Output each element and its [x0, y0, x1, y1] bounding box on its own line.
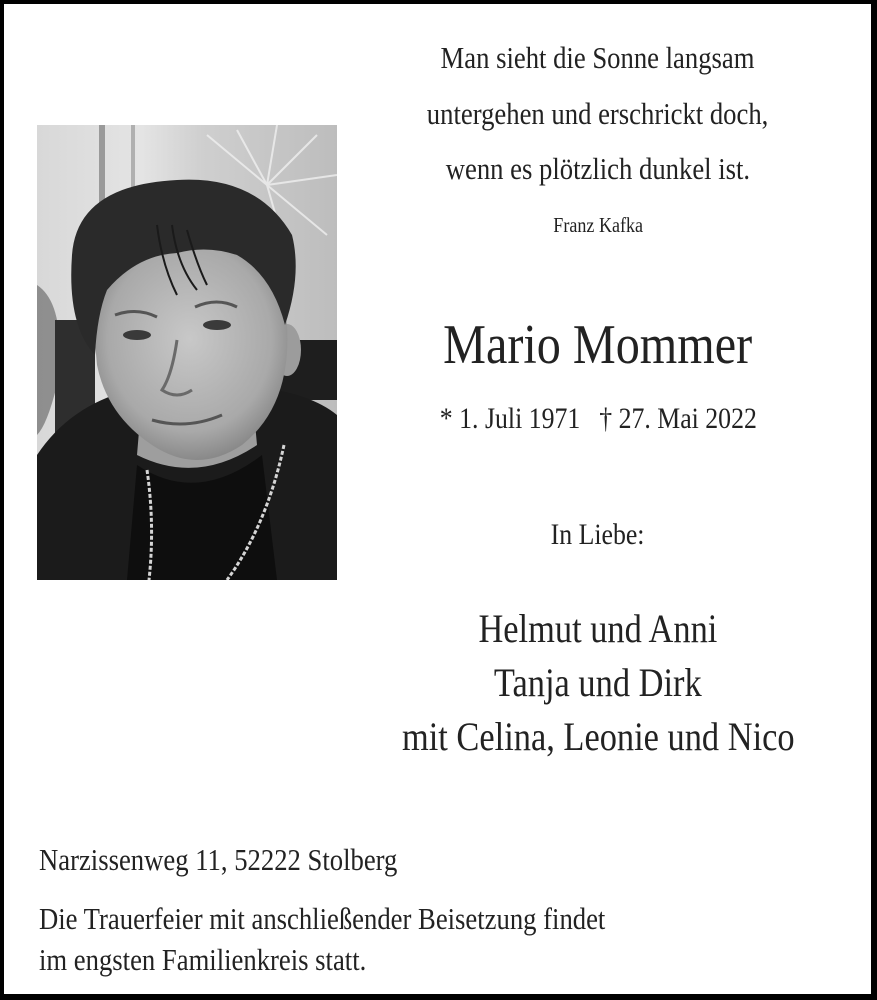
birth-star-icon: *: [439, 402, 453, 435]
birth-date: 1. Juli 1971: [458, 402, 580, 435]
mourner-line: Helmut und Anni: [478, 606, 718, 651]
mourner-line: Tanja und Dirk: [494, 660, 702, 705]
ceremony-note-line: Die Trauerfeier mit anschließender Beisetzung findet: [39, 901, 606, 936]
mourner-line: mit Celina, Leonie und Nico: [401, 714, 795, 759]
quote-line: wenn es plötzlich dunkel ist.: [445, 151, 751, 186]
portrait-photo: [37, 125, 337, 580]
address: Narzissenweg 11, 52222 Stolberg: [39, 842, 398, 877]
quote-line: Man sieht die Sonne langsam: [441, 40, 755, 75]
death-date: 27. Mai 2022: [618, 402, 757, 435]
ceremony-note-line: im engsten Familienkreis statt.: [39, 942, 367, 977]
portrait-photo-icon: [37, 125, 337, 580]
quote-line: untergehen und erschrickt doch,: [427, 96, 769, 131]
deceased-name: Mario Mommer: [443, 314, 753, 376]
ceremony-note: [39, 898, 605, 980]
mourners-list: [334, 602, 862, 764]
death-dagger-icon: †: [598, 402, 612, 435]
quote-author: Franz Kafka: [553, 213, 643, 237]
love-heading: In Liebe:: [551, 518, 645, 551]
life-dates: [348, 401, 848, 437]
